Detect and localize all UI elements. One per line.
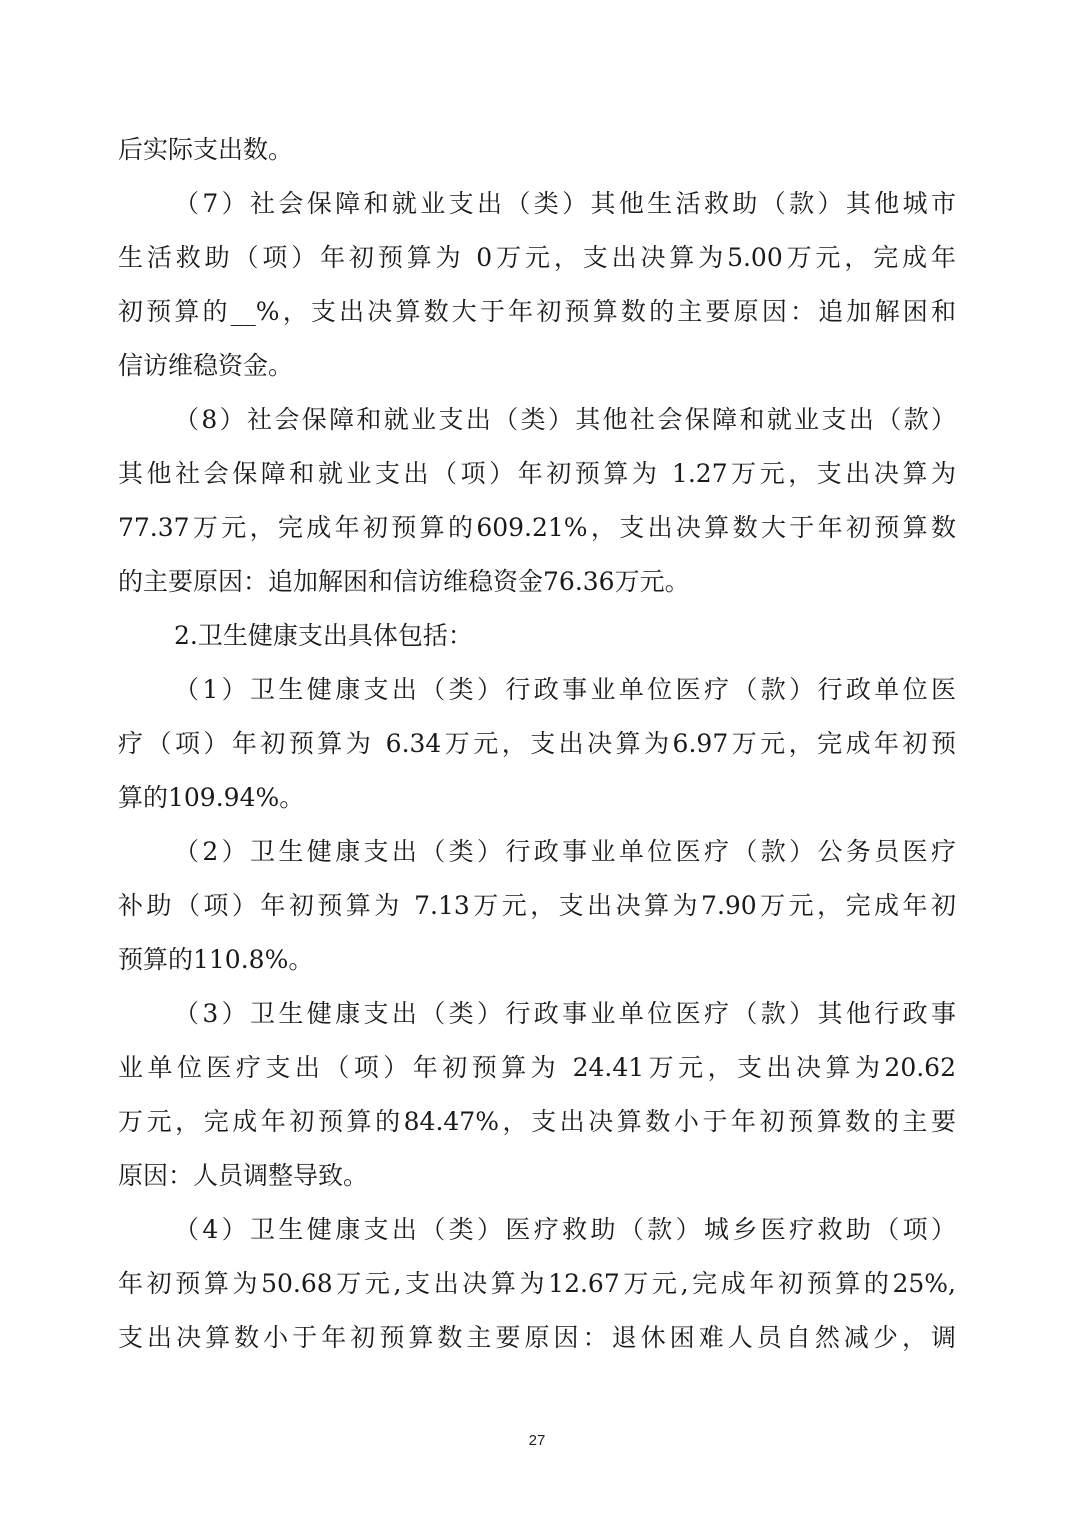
text-line: 补助（项）年初预算为 7.13万元，支出决算为7.90万元，完成年初 bbox=[118, 891, 956, 920]
text-line: 疗（项）年初预算为 6.34万元，支出决算为6.97万元，完成年初预 bbox=[118, 729, 956, 758]
text-line: 算的109.94%。 bbox=[118, 783, 305, 812]
section-heading: 2.卫生健康支出具体包括： bbox=[174, 621, 473, 650]
text-line: 其他社会保障和就业支出（项）年初预算为 1.27万元，支出决算为 bbox=[118, 459, 956, 488]
text-line: 生活救助（项）年初预算为 0万元，支出决算为5.00万元，完成年 bbox=[118, 243, 956, 272]
document-body bbox=[118, 123, 956, 1365]
text-line: 支出决算数小于年初预算数主要原因：退休困难人员自然减少，调 bbox=[118, 1323, 956, 1352]
text-line: （8）社会保障和就业支出（类）其他社会保障和就业支出（款） bbox=[174, 405, 956, 434]
text-line: （2）卫生健康支出（类）行政事业单位医疗（款）公务员医疗 bbox=[174, 837, 956, 866]
text-line: （1）卫生健康支出（类）行政事业单位医疗（款）行政单位医 bbox=[174, 675, 956, 704]
text-line: 信访维稳资金。 bbox=[118, 351, 294, 380]
text-line: 年初预算为50.68万元,支出决算为12.67万元,完成年初预算的25%, bbox=[118, 1269, 956, 1298]
text-line: 业单位医疗支出（项）年初预算为 24.41万元，支出决算为20.62 bbox=[118, 1053, 956, 1082]
text-line: （3）卫生健康支出（类）行政事业单位医疗（款）其他行政事 bbox=[174, 999, 956, 1028]
text-line: （4）卫生健康支出（类）医疗救助（款）城乡医疗救助（项） bbox=[174, 1215, 956, 1244]
page-number: 27 bbox=[528, 1432, 546, 1449]
text-line: 预算的110.8%。 bbox=[118, 945, 314, 974]
text-line: 77.37万元，完成年初预算的609.21%，支出决算数大于年初预算数 bbox=[118, 513, 956, 542]
text-line: （7）社会保障和就业支出（类）其他生活救助（款）其他城市 bbox=[174, 189, 956, 218]
text-line: 万元，完成年初预算的84.47%，支出决算数小于年初预算数的主要 bbox=[118, 1107, 956, 1136]
text-line: 初预算的__%，支出决算数大于年初预算数的主要原因：追加解困和 bbox=[118, 297, 956, 326]
text-line: 的主要原因：追加解困和信访维稳资金76.36万元。 bbox=[118, 567, 690, 596]
text-line: 原因：人员调整导致。 bbox=[118, 1161, 369, 1190]
text-line: 后实际支出数。 bbox=[118, 135, 294, 164]
